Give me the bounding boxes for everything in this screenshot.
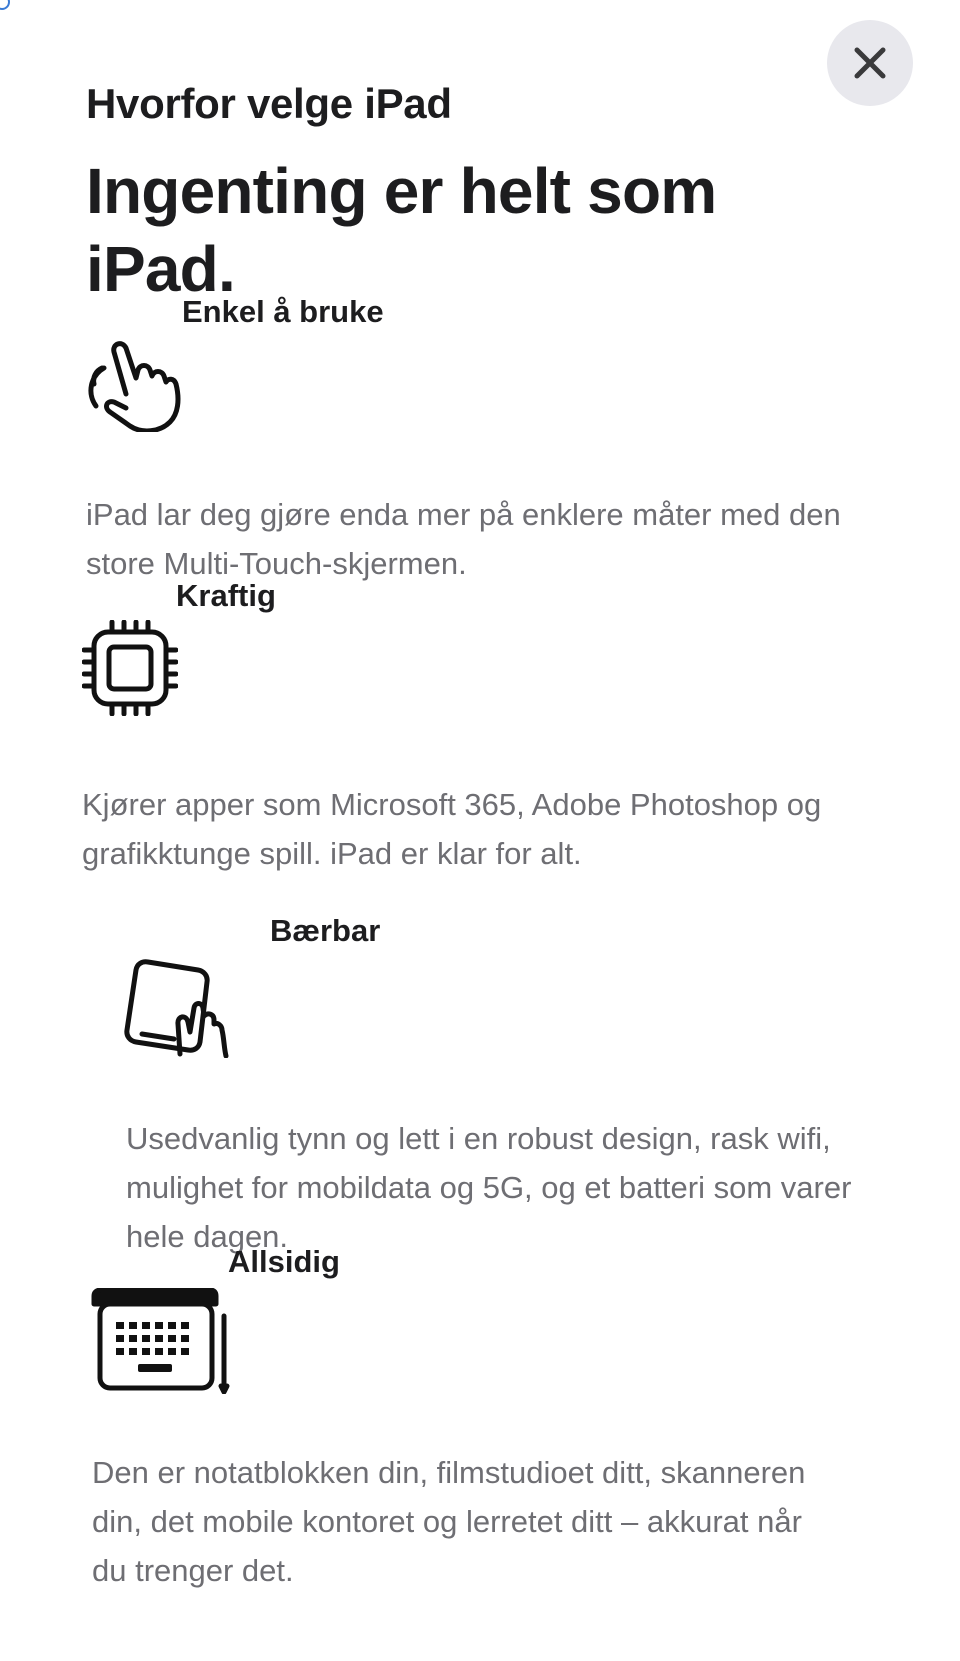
feature-desc-easy: iPad lar deg gjøre enda mer på enklere måter med den store Multi-Touch-skjermen.	[86, 497, 841, 581]
feature-title-easy: Enkel å bruke	[182, 294, 384, 329]
section-eyebrow: Hvorfor velge iPad	[86, 80, 452, 127]
feature-title-powerful: Kraftig	[176, 578, 276, 613]
chip-icon	[82, 620, 178, 716]
hand-tap-icon	[82, 340, 182, 432]
feature-title-versatile: Allsidig	[228, 1244, 340, 1279]
feature-title-portable: Bærbar	[270, 913, 381, 948]
feature-desc-powerful: Kjører apper som Microsoft 365, Adobe Photoshop og grafikktunge spill. iPad er klar for alt.	[82, 787, 822, 871]
close-button[interactable]	[827, 20, 913, 106]
feature-desc-versatile: Den er notatblokken din, filmstudioet ditt, skanneren din, det mobile kontoret og lerretet ditt – akkurat når du trenger det.	[92, 1455, 806, 1588]
corner-accent	[0, 0, 10, 10]
ipad-keyboard-pencil-icon	[90, 1288, 230, 1394]
close-icon	[853, 46, 887, 80]
feature-desc-portable: Usedvanlig tynn og lett i en robust design, rask wifi, mulighet for mobildata og 5G, og et batteri som varer hele dagen.	[126, 1121, 852, 1254]
page-headline: Ingenting er helt som iPad.	[86, 155, 717, 305]
ipad-in-hand-icon	[124, 958, 230, 1058]
